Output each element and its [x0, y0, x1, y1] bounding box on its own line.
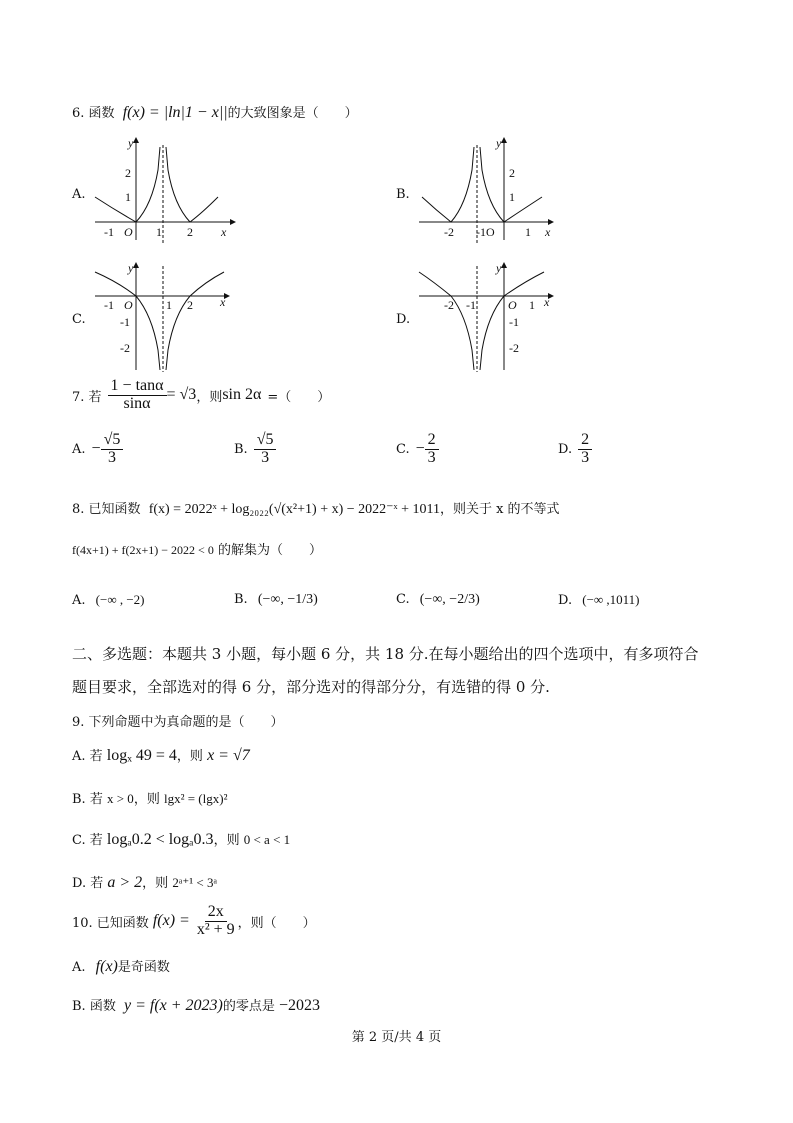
- q8-option-c: C. (−∞, −2/3): [396, 592, 480, 607]
- question-7-stem: [72, 378, 330, 413]
- q7-frac-den: sinα: [123, 394, 151, 412]
- q6-option-b-label: B.: [396, 187, 410, 202]
- graph-d-ytick: -2: [509, 341, 519, 355]
- q7-frac-num: 1 − tanα: [108, 378, 167, 396]
- q7-option-c: C. − $\frac{2}{3}$: [396, 432, 439, 467]
- graph-a-tick: 1: [156, 225, 162, 239]
- q6-tail: 的大致图象是（ ）: [227, 106, 358, 121]
- q6-option-d-label: D.: [396, 312, 411, 327]
- q6-graph-c: [90, 260, 240, 375]
- q10-tail: ，则（ ）: [237, 915, 316, 931]
- graph-b-ytick: 1: [509, 190, 515, 204]
- graph-c-tick: 1: [166, 298, 172, 312]
- q8-inequality: f(4x+1) + f(2x+1) − 2022 < 0: [72, 543, 214, 557]
- q7-expr: sin 2α: [222, 386, 262, 404]
- question-10-stem: [72, 904, 316, 939]
- graph-d-x-label: x: [544, 295, 550, 309]
- graph-a-y-label: y: [128, 136, 134, 150]
- graph-b-x-label: x: [545, 225, 551, 239]
- page-footer: 第 2 页/共 4 页: [351, 1030, 442, 1045]
- graph-b-ytick: 2: [509, 166, 515, 180]
- section-2-line-2: 题目要求，全部选对的得 6 分，部分选对的得部分分，有选错的得 0 分.: [72, 678, 550, 696]
- graph-d-tick: -2: [444, 298, 454, 312]
- q8-tail: ，则关于 x 的不等式: [439, 502, 560, 517]
- question-8-inequality: [72, 539, 322, 558]
- q10-option-b: B. 函数 y = f(x + 2023)的零点是 −2023: [72, 997, 321, 1014]
- q8-option-a: A. (−∞ , −2): [72, 592, 145, 608]
- q7-eq: = √3: [166, 386, 197, 404]
- graph-c-origin: O: [124, 298, 133, 312]
- q7-fraction: [108, 378, 167, 413]
- graph-b-y-label: y: [496, 136, 502, 150]
- question-8-stem: [72, 498, 560, 518]
- graph-d-ytick: -1: [509, 315, 519, 329]
- graph-c-ytick: -1: [120, 315, 130, 329]
- q9-option-c: C. 若 logₐ0.2 < logₐ0.3，则 0 < a < 1: [72, 831, 291, 848]
- q8-function: f(x) = 2022ˣ + log₂₀₂₂(√(x²+1) + x) − 2022⁻ˣ + 1011: [148, 502, 440, 517]
- q6-graph-b: [414, 135, 564, 245]
- graph-b-tick: 1: [525, 225, 531, 239]
- q10-number: 10. 已知函数: [72, 915, 149, 931]
- q6-option-c-label: C.: [72, 312, 86, 327]
- q6-graph-d: [414, 260, 564, 375]
- q10-option-a: A. f(x)是奇函数: [72, 958, 170, 975]
- graph-b-tick: -2: [444, 225, 454, 239]
- q7-option-b: B. $\frac{√5}{3}$: [234, 432, 276, 467]
- q8-option-b: B. (−∞, −1/3): [234, 592, 318, 607]
- q9-option-a: A. 若 logₓ 49 = 4，则 x = √7: [72, 747, 250, 764]
- graph-c-x-label: x: [220, 295, 226, 309]
- graph-d-tick: 1: [529, 298, 535, 312]
- q6-option-a-label: A.: [72, 187, 86, 202]
- graph-c-ytick: -2: [120, 341, 130, 355]
- q6-function: f(x) = |ln|1 − x||: [122, 104, 228, 121]
- q9-option-b: B. 若 x > 0，则 lgx² = (lgx)²: [72, 791, 228, 807]
- graph-a-x-label: x: [221, 225, 227, 239]
- graph-b-tick: -1O: [476, 225, 495, 239]
- question-9-stem: 9. 下列命题中为真命题的是（ ）: [72, 715, 284, 730]
- q8-option-d: D. (−∞ ,1011): [558, 592, 640, 608]
- q7-mid: ，则: [196, 389, 223, 405]
- graph-a-tick: -1: [104, 225, 114, 239]
- q7-option-d: D. $\frac{2}{3}$: [558, 432, 592, 467]
- section-2-line-1: 二、多选题：本题共 3 小题，每小题 6 分，共 18 分.在每小题给出的四个选项中，有多项符合: [72, 645, 699, 663]
- graph-d-y-label: y: [496, 261, 502, 275]
- graph-c-tick: 2: [187, 298, 193, 312]
- q7-option-a: A. − $\frac{√5}{3}$: [72, 432, 123, 467]
- question-6-stem: [72, 102, 358, 122]
- q6-number: 6. 函数: [72, 106, 115, 121]
- graph-d-tick: -1: [466, 298, 476, 312]
- graph-c-tick: -1: [104, 298, 114, 312]
- graph-a-ytick: 2: [125, 166, 131, 180]
- graph-a-tick: 2: [187, 225, 193, 239]
- q7-tail: =（ ）: [267, 389, 331, 405]
- q6-graph-a: [90, 135, 240, 245]
- q8-ineq-tail: 的解集为（ ）: [217, 543, 322, 558]
- q9-option-d: D. 若 a > 2，则 2ᵃ⁺¹ < 3ᵃ: [72, 874, 218, 891]
- q10-fraction: $\frac{2x}{\text{x² + 9}}$: [196, 903, 235, 938]
- q8-number: 8. 已知函数: [72, 502, 141, 517]
- q7-number: 7. 若: [72, 389, 102, 405]
- graph-c-y-label: y: [128, 261, 134, 275]
- graph-a-ytick: 1: [125, 190, 131, 204]
- graph-d-origin: O: [508, 298, 517, 312]
- q10-lhs: f(x) =: [152, 912, 190, 930]
- graph-a-origin: O: [124, 225, 133, 239]
